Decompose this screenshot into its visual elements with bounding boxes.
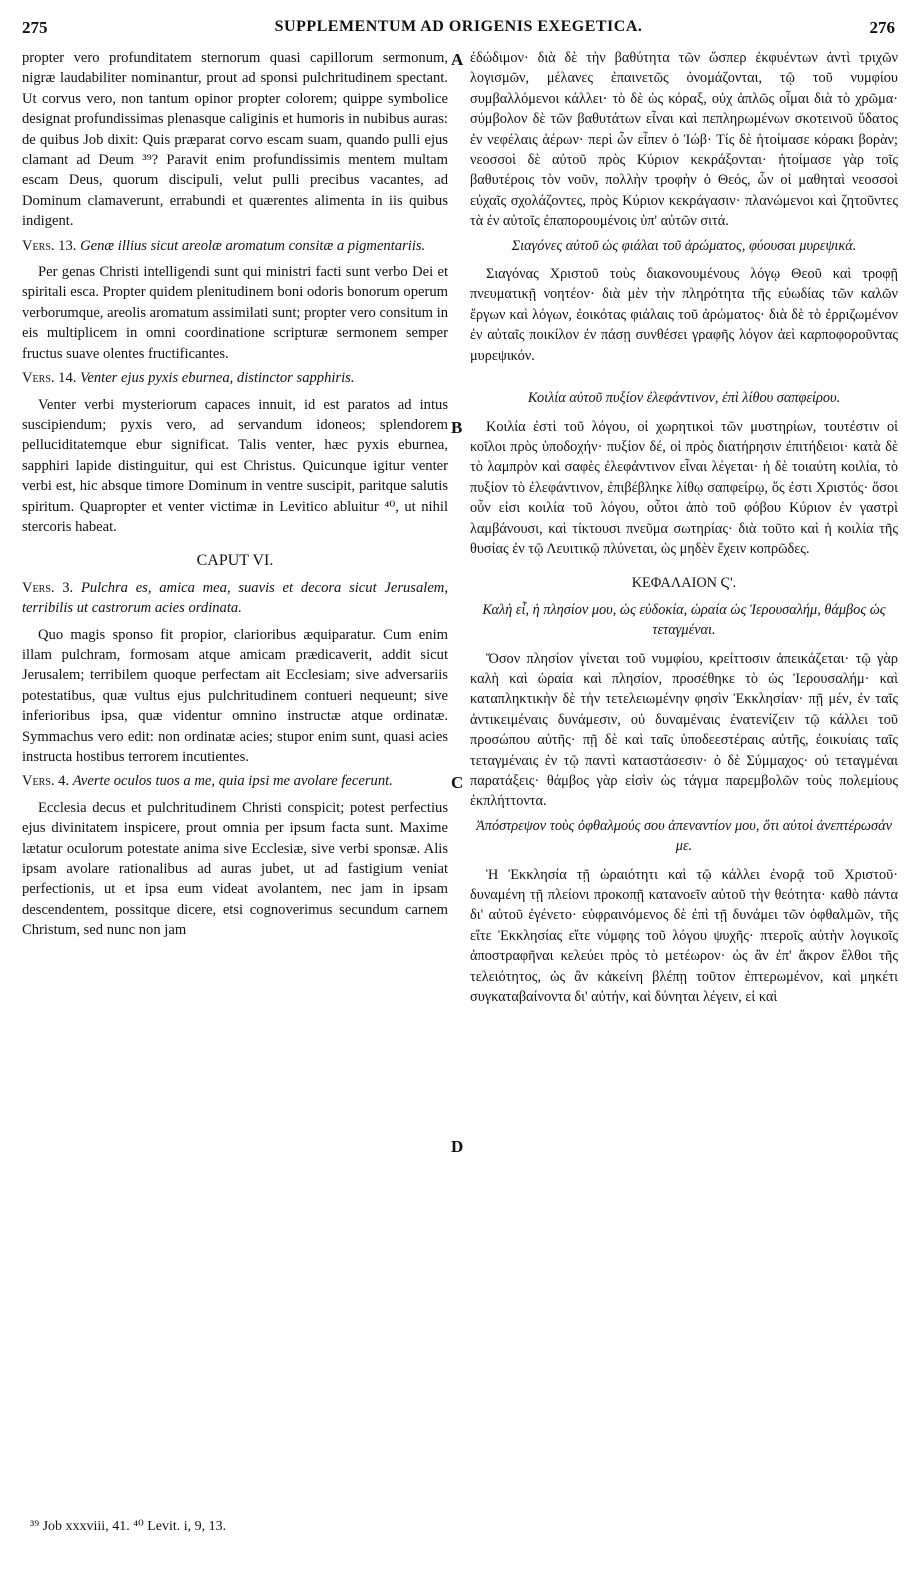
- greek-column: [470, 48, 898, 1009]
- page-number-right: 276: [869, 18, 895, 37]
- greek-paragraph: Ὅσον πλησίον γίνεται τοῦ νυμφίου, κρείττοσιν ἀπεικάζεται· τῷ γὰρ καλὴ καὶ ὡραία καὶ πλησίον, προσέθηκε τὸ ὡς Ἱερουσαλήμ· καὶ καταπληκτικὴν δὲ τὴν τετελειωμένην φησὶν Ἐκκλησίαν· πῇ μέν, ἐν ταῖς ἀντικειμέναις δυνάμεσιν, οὐ δυναμέναις ἐνατενίζειν τῷ κάλλει τοῦ προσώπου αὐτῆς· πῇ δὲ καὶ ταῖς ὑποδεεστέραις αὐτῆς, ἐοικυίαις ταῖς τεταγμέναις ἐν τῷ παντὶ καταστάσεσιν· ὁ δὲ Σύμμαχος· οὐ τεταγμέναι παρατάξεις· θάμβος γὰρ εἰσὶν ὡς τάγμα παρεμβολῶν τοὺς πολεμίους ἐκπλήττοντα.: [470, 650, 898, 810]
- latin-verse-heading: [22, 368, 448, 388]
- latin-verse-heading: [22, 236, 448, 256]
- verse-text: Venter ejus pyxis eburnea, distinctor sapphiris.: [80, 370, 355, 387]
- greek-paragraph: Κοιλία ἐστὶ τοῦ λόγου, οἱ χωρητικοὶ τῶν μυστηρίων, τουτέστιν οἱ κοῖλοι πρὸς ὑποδοχήν· πυξίον δέ, οἱ πρὸς διατήρησιν ἐπιτήδειοι· κατὰ δὲ τὸ λαμπρὸν καὶ σαφὲς ἐλεφάντινον εἶναι λέγεται· ἡ δὲ τοιαύτη κοιλία, τὸ πυξίον τὸ ἐλεφάντινον, ἐπιβέβληκε λίθῳ σαπφείρῳ, ὅς ἐστι Χριστός· ὅσοι οὖν εἰσι κοιλία τοῦ λόγου, οὗτοι ἀπὸ τοῦ φόβου Κύριον ἐν γαστρὶ λαμβάνουσι, καὶ τίκτουσι πνεῦμα σωτηρίας· διὰ τοῦτο καὶ ἡ κοιλία τῆς θυσίας ἐν τῷ Λευιτικῷ πλύνεται, ὡς μηδὲν ἔχειν κοπρῶδες.: [470, 418, 898, 557]
- section-marker-d: D: [451, 1137, 464, 1156]
- latin-verse-heading: [22, 771, 448, 791]
- section-marker-b: B: [451, 418, 463, 437]
- greek-paragraph: Σιαγόνας Χριστοῦ τοὺς διακονουμένους λόγῳ Θεοῦ καὶ τροφῇ πνευματικῇ νοητέον· διὰ μὲν τὴν πληρότητα τῆς εὐωδίας τῶν καλῶν ἔργων καὶ λόγων, ἐοικότας φιάλαις τοῦ ἀρώματος· διὰ δὲ τὸ ἐρριζωμένον ἐν αὐταῖς ποικίλον ἐν πάσῃ συνθέσει γραφῆς λόγον ἀεὶ καρποφοροῦντας μυρεψικόν.: [470, 266, 898, 364]
- chapter-heading-latin: CAPUT VI.: [196, 552, 274, 570]
- verse-number: Vers. 3.: [22, 579, 74, 596]
- running-title: SUPPLEMENTUM AD ORIGENIS EXEGETICA.: [274, 18, 643, 35]
- greek-paragraph: Ἡ Ἐκκλησία τῇ ὡραιότητι καὶ τῷ κάλλει ἐνορᾷ τοῦ Χριστοῦ· δυναμένη τῇ πλείονι προκοπῇ κατανοεῖν αὐτοῦ τὴν θεότητα· καθὸ πάντα δι' αὐτοῦ ἐγένετο· εὐφραινόμενος δὲ ἐπὶ τῇ δυνάμει τῶν ὀφθαλμῶν, τῆς εἴτε Ἐκκλησίας εἴτε νύμφης τοῦ λόγου ψυχῆς· πτεροῖς αὐτὴν λογικοῖς ἀποστραφῆναι κελεύει πρὸς τὸ μετέωρον· ὡς ἂν ἐπ' ἄκρον ἔλθοι τῆς τελειότητος, ὡς ἂν κἀκείνη βλέπῃ τοῦτον ἐπτερωμένον, καὶ μηκέτι συγκαταβαίνοντα δι' αὐτήν, καὶ δύνηται λέγειν, εἰ καὶ: [470, 866, 898, 1006]
- verse-text: Genæ illius sicut areolæ aromatum consitæ a pigmentariis.: [80, 237, 426, 254]
- latin-paragraph: Ecclesia decus et pulchritudinem Christi conspicit; potest perfectius ejus divinitatem inspicere, prout omnia per ipsum facta sunt. Maxime lætatur oculorum potestate anima sive Ecclesiæ, sive verbi sponsæ. Alis ipsam avolare rationalibus ad auras jubet, ut ad fastigium veniat perfectionis, ut et ipsa eum videat avolantem, nec jam in ipsam descendentem, possitque dicere, etsi cognoverimus secundum carnem Christum, sed nunc non jam: [22, 799, 448, 939]
- footnotes: ³⁹ Job xxxviii, 41. ⁴⁰ Levit. i, 9, 13.: [30, 1519, 227, 1534]
- verse-number: Vers. 14.: [22, 370, 77, 387]
- greek-verse-heading: Κοιλία αὐτοῦ πυξίον ἐλεφάντινον, ἐπὶ λίθου σαπφείρου.: [527, 390, 841, 407]
- greek-verse-heading: Σιαγόνες αὐτοῦ ὡς φιάλαι τοῦ ἀρώματος, φύουσαι μυρεψικά.: [511, 237, 857, 254]
- latin-column: [22, 48, 448, 943]
- verse-text: Averte oculos tuos a me, quia ipsi me avolare fecerunt.: [72, 773, 393, 790]
- verse-text: Pulchra es, amica mea, suavis et decora sicut Jerusalem, terribilis ut castrorum acies ordinata.: [22, 579, 448, 617]
- greek-paragraph: ἐδώδιμον· διὰ δὲ τὴν βαθύτητα τῶν ὥσπερ ἐκφυέντων ἀντὶ τριχῶν λογισμῶν, μέλανες ἐπαινετῶς ὀνομάζονται, τῷ τοῦ νυμφίου συμβαλλόμενοι κάλλει· τὸ δὲ ὡς κόραξ, οὐχ ἁπλῶς οἶμαι διὰ τὸ χρῶμα· σύμβολον δὲ τῶν βαθυτάτων εἶναι καὶ πεπληρωμένων σκοτεινοῦ ὕδατος ἐν νεφέλαις ἀέρων· περὶ ὧν εἶπεν ὁ Ἰώβ· Τίς δὲ ἡτοίμασε κόρακι βορὰν; νεοσσοὶ δὲ αὐτοῦ πρὸς Κύριον κεκράξονται· ἡτοίμασε γὰρ τοῖς βαθυτέροις τὸν νοῦν, πολλὴν τροφὴν ὁ Θεός, ὧν οἱ μαθηταὶ νεοσσοὶ εὐχαῖς σχολάζοντες, πρὸς Κύριον κεκράγασιν· πλανώμενοι καὶ ζητοῦντες τὰ ἐν αὐτοῖς ἐπαπορουμένοις ὑπ' αὐτῶν σιτά.: [470, 50, 898, 230]
- latin-paragraph: Per genas Christi intelligendi sunt qui ministri facti sunt verbo Dei et spiritali esca. Propter quidem plenitudinem boni odoris bonorum operum verborumque, areolis aromatum assimilati sunt; propter vero consitum in eis multiplicem in omni coordinatione scripturæ sermonem semper fructus suave olentes fructificantes.: [22, 264, 448, 362]
- page-header: [22, 18, 895, 42]
- section-marker-c: C: [451, 773, 464, 792]
- verse-number: Vers. 13.: [22, 237, 77, 254]
- latin-paragraph: Venter verbi mysteriorum capaces innuit, id est paratos ad intus suscipiendum; pyxis vero, ad servandum idoneos; splendorem pelluciditatemque ebur significat. Talis venter, hæc pyxis eburnea, sapphiri lapide distinguitur, qui est Christus. Quicunque igitur venter verbi est, hic absque timore Dominum in ventre suscipit, paritque salutis spiritum. Quapropter et venter victimæ in Levitico abluitur ⁴⁰, ut nihil stercoris habeat.: [22, 396, 448, 535]
- greek-verse-heading: Καλὴ εἶ, ἡ πλησίον μου, ὡς εὐδοκία, ὡραία ὡς Ἱερουσαλήμ, θάμβος ὡς τεταγμέναι.: [482, 601, 886, 639]
- page-number-left: 275: [22, 18, 48, 37]
- latin-verse-heading: [22, 578, 448, 619]
- greek-verse-heading: Ἀπόστρεψον τοὺς ὀφθαλμούς σου ἀπεναντίον μου, ὅτι αὐτοὶ ἀνεπτέρωσάν με.: [476, 817, 892, 855]
- latin-paragraph: Quo magis sponso fit propior, clarioribus æquiparatur. Cum enim illam pulchram, formosam atque amicam prædicaverit, addit sicut Jerusalem; terribilem quoque perfectam ait Ecclesiam; sive adversariis potestatibus, quæ vultus ejus pulchritudinem contueri nequeunt; sive inferioribus ipsa, quæ videntur omnino instructæ atque ordinatæ. Symmachus vero edit: non ordinatæ acies; stupor enim sunt, quasi acies instructa hostibus terrorem incutientes.: [22, 626, 448, 765]
- verse-number: Vers. 4.: [22, 773, 70, 790]
- chapter-heading-greek: ΚΕΦΑΛΑΙΟΝ Ϛ'.: [631, 575, 737, 592]
- latin-paragraph: propter vero profunditatem sternorum quasi capillorum sermonum, nigræ laudabiliter nominantur, prout ad sponsi pulchritudinem spectant. Ut corvus vero, non tantum opinor propter colorem; quippe symbolice designat profundissimas plenasque caliginis et humoris in nubibus auras: de quibus Job dixit: Quis præparat corvo escam suam, quando pulli ejus clamant ad Deum ³⁹? Paravit enim profundissimis mentem multam escam Deus, quorum discipuli, velut pulli precibus vacantes, ad Dominum clamaverunt, errabundi et quærentes alimenta in iis quibus indigent.: [22, 50, 448, 230]
- section-marker-a: A: [451, 50, 464, 69]
